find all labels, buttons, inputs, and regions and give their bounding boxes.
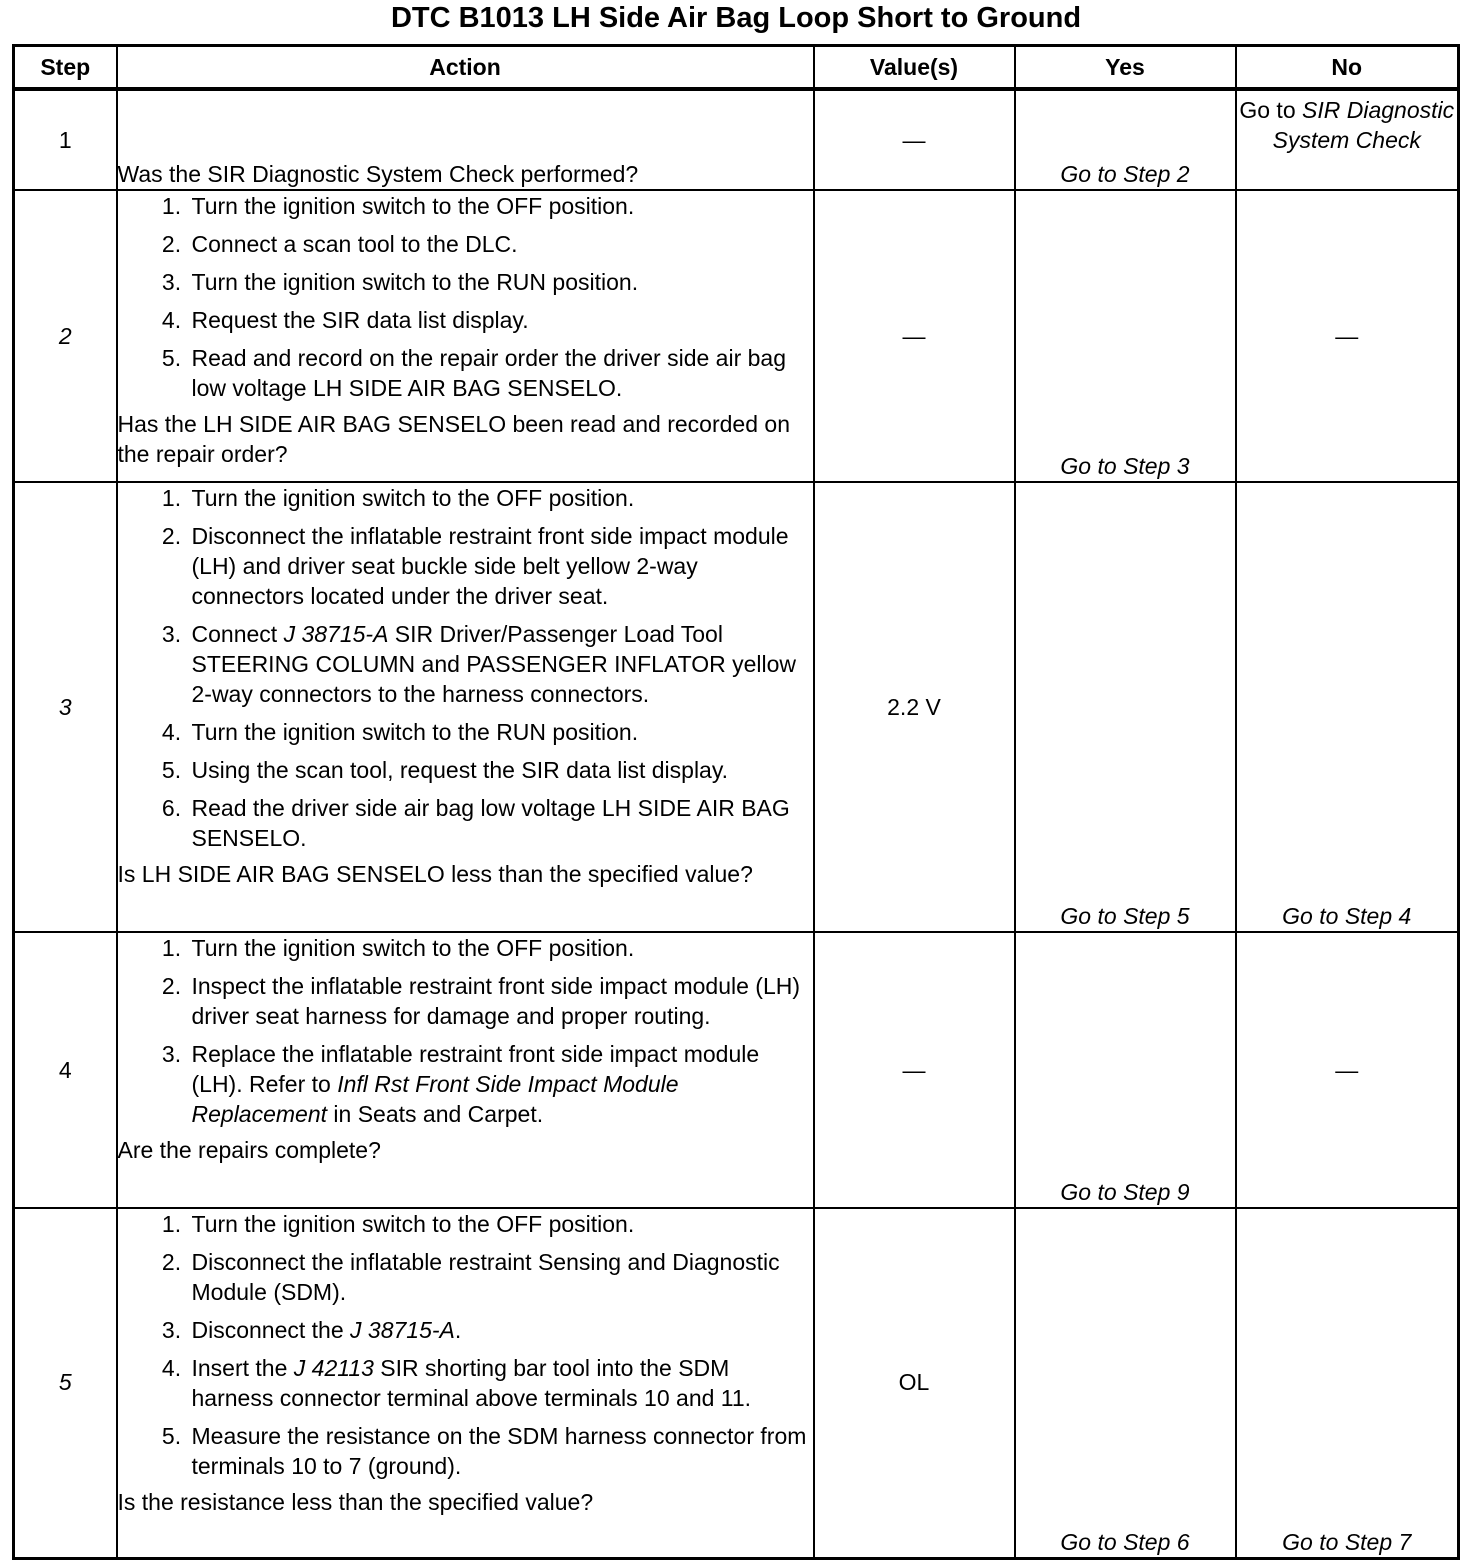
table-row <box>14 482 1459 932</box>
header-action: Action <box>117 46 814 90</box>
no-cell: — <box>1236 190 1459 482</box>
value-cell: — <box>814 932 1015 1208</box>
header-step: Step <box>14 46 117 90</box>
value-cell: — <box>814 89 1015 190</box>
yes-cell: Go to Step 5 <box>1015 482 1236 932</box>
action-step: 1. Turn the ignition switch to the OFF position. <box>188 1209 813 1239</box>
action-cell <box>117 1208 814 1558</box>
diagnostic-table <box>12 44 1460 1560</box>
action-steps <box>118 1209 813 1481</box>
yes-cell: Go to Step 2 <box>1015 89 1236 190</box>
action-step: 6. Read the driver side air bag low voltage LH SIDE AIR BAG SENSELO. <box>188 793 813 853</box>
action-step: 4. Turn the ignition switch to the RUN position. <box>188 717 813 747</box>
no-cell: Go to Step 7 <box>1236 1208 1459 1558</box>
value-cell: OL <box>814 1208 1015 1558</box>
action-step: 5. Read and record on the repair order the driver side air bag low voltage LH SIDE AIR BAG SENSELO. <box>188 343 813 403</box>
yes-cell: Go to Step 3 <box>1015 190 1236 482</box>
action-question: Is LH SIDE AIR BAG SENSELO less than the specified value? <box>117 861 753 887</box>
action-step: 3. Connect J 38715-A SIR Driver/Passenger Load Tool STEERING COLUMN and PASSENGER INFLATOR yellow 2-way connectors to the harness connectors. <box>188 619 813 709</box>
action-steps <box>118 933 813 1129</box>
table-header-row <box>14 46 1459 90</box>
action-step: 4. Request the SIR data list display. <box>188 305 813 335</box>
action-steps <box>118 483 813 853</box>
table-row <box>14 932 1459 1208</box>
action-cell <box>117 190 814 482</box>
action-step: 3. Replace the inflatable restraint front side impact module (LH). Refer to Infl Rst Front Side Impact Module Replacement in Seats and Carpet. <box>188 1039 813 1129</box>
action-step: 2. Connect a scan tool to the DLC. <box>188 229 813 259</box>
no-cell <box>1236 89 1459 190</box>
header-no: No <box>1236 46 1459 90</box>
action-step: 2. Disconnect the inflatable restraint Sensing and Diagnostic Module (SDM). <box>188 1247 813 1307</box>
action-question: Was the SIR Diagnostic System Check performed? <box>117 161 639 187</box>
action-cell <box>117 482 814 932</box>
action-question: Is the resistance less than the specified value? <box>117 1489 594 1515</box>
action-question: Are the repairs complete? <box>117 1137 381 1163</box>
step-number: 2 <box>14 190 117 482</box>
action-step: 2. Disconnect the inflatable restraint front side impact module (LH) and driver seat buckle side belt yellow 2-way connectors located under the driver seat. <box>188 521 813 611</box>
no-link[interactable]: SIR Diagnostic System Check <box>1272 97 1455 153</box>
table-row <box>14 190 1459 482</box>
action-cell <box>117 932 814 1208</box>
action-step: 5. Using the scan tool, request the SIR data list display. <box>188 755 813 785</box>
action-cell <box>117 89 814 190</box>
action-steps <box>118 191 813 403</box>
step-number: 4 <box>14 932 117 1208</box>
action-step: 5. Measure the resistance on the SDM harness connector from terminals 10 to 7 (ground). <box>188 1421 813 1481</box>
action-step: 1. Turn the ignition switch to the OFF position. <box>188 933 813 963</box>
action-step: 4. Insert the J 42113 SIR shorting bar tool into the SDM harness connector terminal above terminals 10 and 11. <box>188 1353 813 1413</box>
value-cell: — <box>814 190 1015 482</box>
step-number: 1 <box>14 89 117 190</box>
action-step: 1. Turn the ignition switch to the OFF position. <box>188 483 813 513</box>
page-title: DTC B1013 LH Side Air Bag Loop Short to Ground <box>390 2 1082 34</box>
no-cell: — <box>1236 932 1459 1208</box>
no-cell: Go to Step 4 <box>1236 482 1459 932</box>
header-yes: Yes <box>1015 46 1236 90</box>
action-step: 3. Disconnect the J 38715-A. <box>188 1315 813 1345</box>
value-cell: 2.2 V <box>814 482 1015 932</box>
action-step: 2. Inspect the inflatable restraint front side impact module (LH) driver seat harness for damage and proper routing. <box>188 971 813 1031</box>
no-prefix: Go to <box>1239 97 1303 123</box>
step-number: 3 <box>14 482 117 932</box>
action-step: 3. Turn the ignition switch to the RUN position. <box>188 267 813 297</box>
table-row <box>14 1208 1459 1558</box>
action-question: Has the LH SIDE AIR BAG SENSELO been read and recorded on the repair order? <box>117 411 790 467</box>
header-values: Value(s) <box>814 46 1015 90</box>
action-step: 1. Turn the ignition switch to the OFF position. <box>188 191 813 221</box>
yes-cell: Go to Step 9 <box>1015 932 1236 1208</box>
yes-cell: Go to Step 6 <box>1015 1208 1236 1558</box>
table-row <box>14 89 1459 190</box>
step-number: 5 <box>14 1208 117 1558</box>
